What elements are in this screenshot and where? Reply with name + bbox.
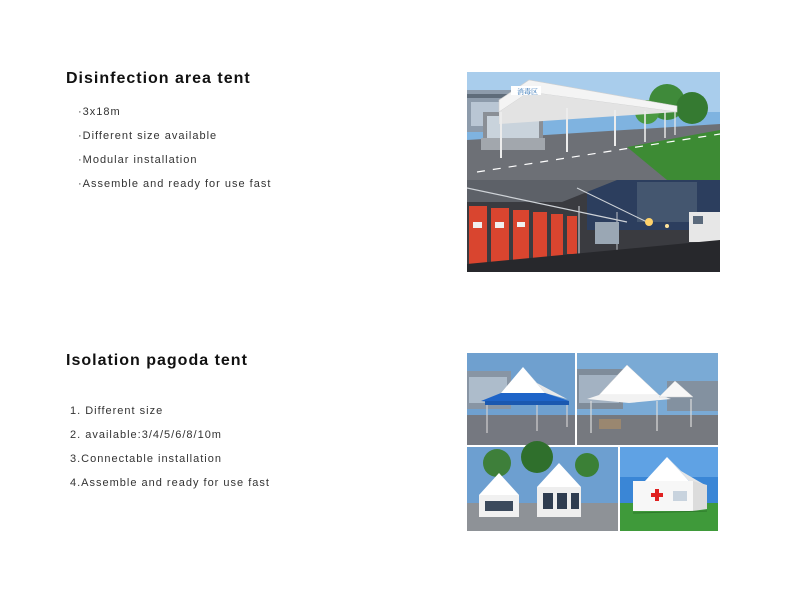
feature-item: ·Assemble and ready for use fast [78, 178, 272, 190]
feature-item: 1. Different size [70, 405, 164, 417]
section-title-disinfection-tent: Disinfection area tent [66, 70, 251, 87]
tent-sign-text: 消毒区 [517, 88, 538, 96]
disinfection-tent-photo [467, 72, 720, 272]
pagoda-tent-photo-collage [467, 353, 718, 531]
feature-item: ·3x18m [78, 106, 121, 118]
pagoda-tent-feature-list [70, 399, 270, 495]
feature-item: ·Modular installation [78, 154, 198, 166]
feature-item: 4.Assemble and ready for use fast [70, 477, 270, 489]
feature-item: 3.Connectable installation [70, 453, 222, 465]
disinfection-tent-feature-list [78, 100, 271, 196]
section-title-pagoda-tent: Isolation pagoda tent [66, 352, 248, 369]
feature-item: 2. available:3/4/5/6/8/10m [70, 429, 222, 441]
feature-item: ·Different size available [78, 130, 218, 142]
